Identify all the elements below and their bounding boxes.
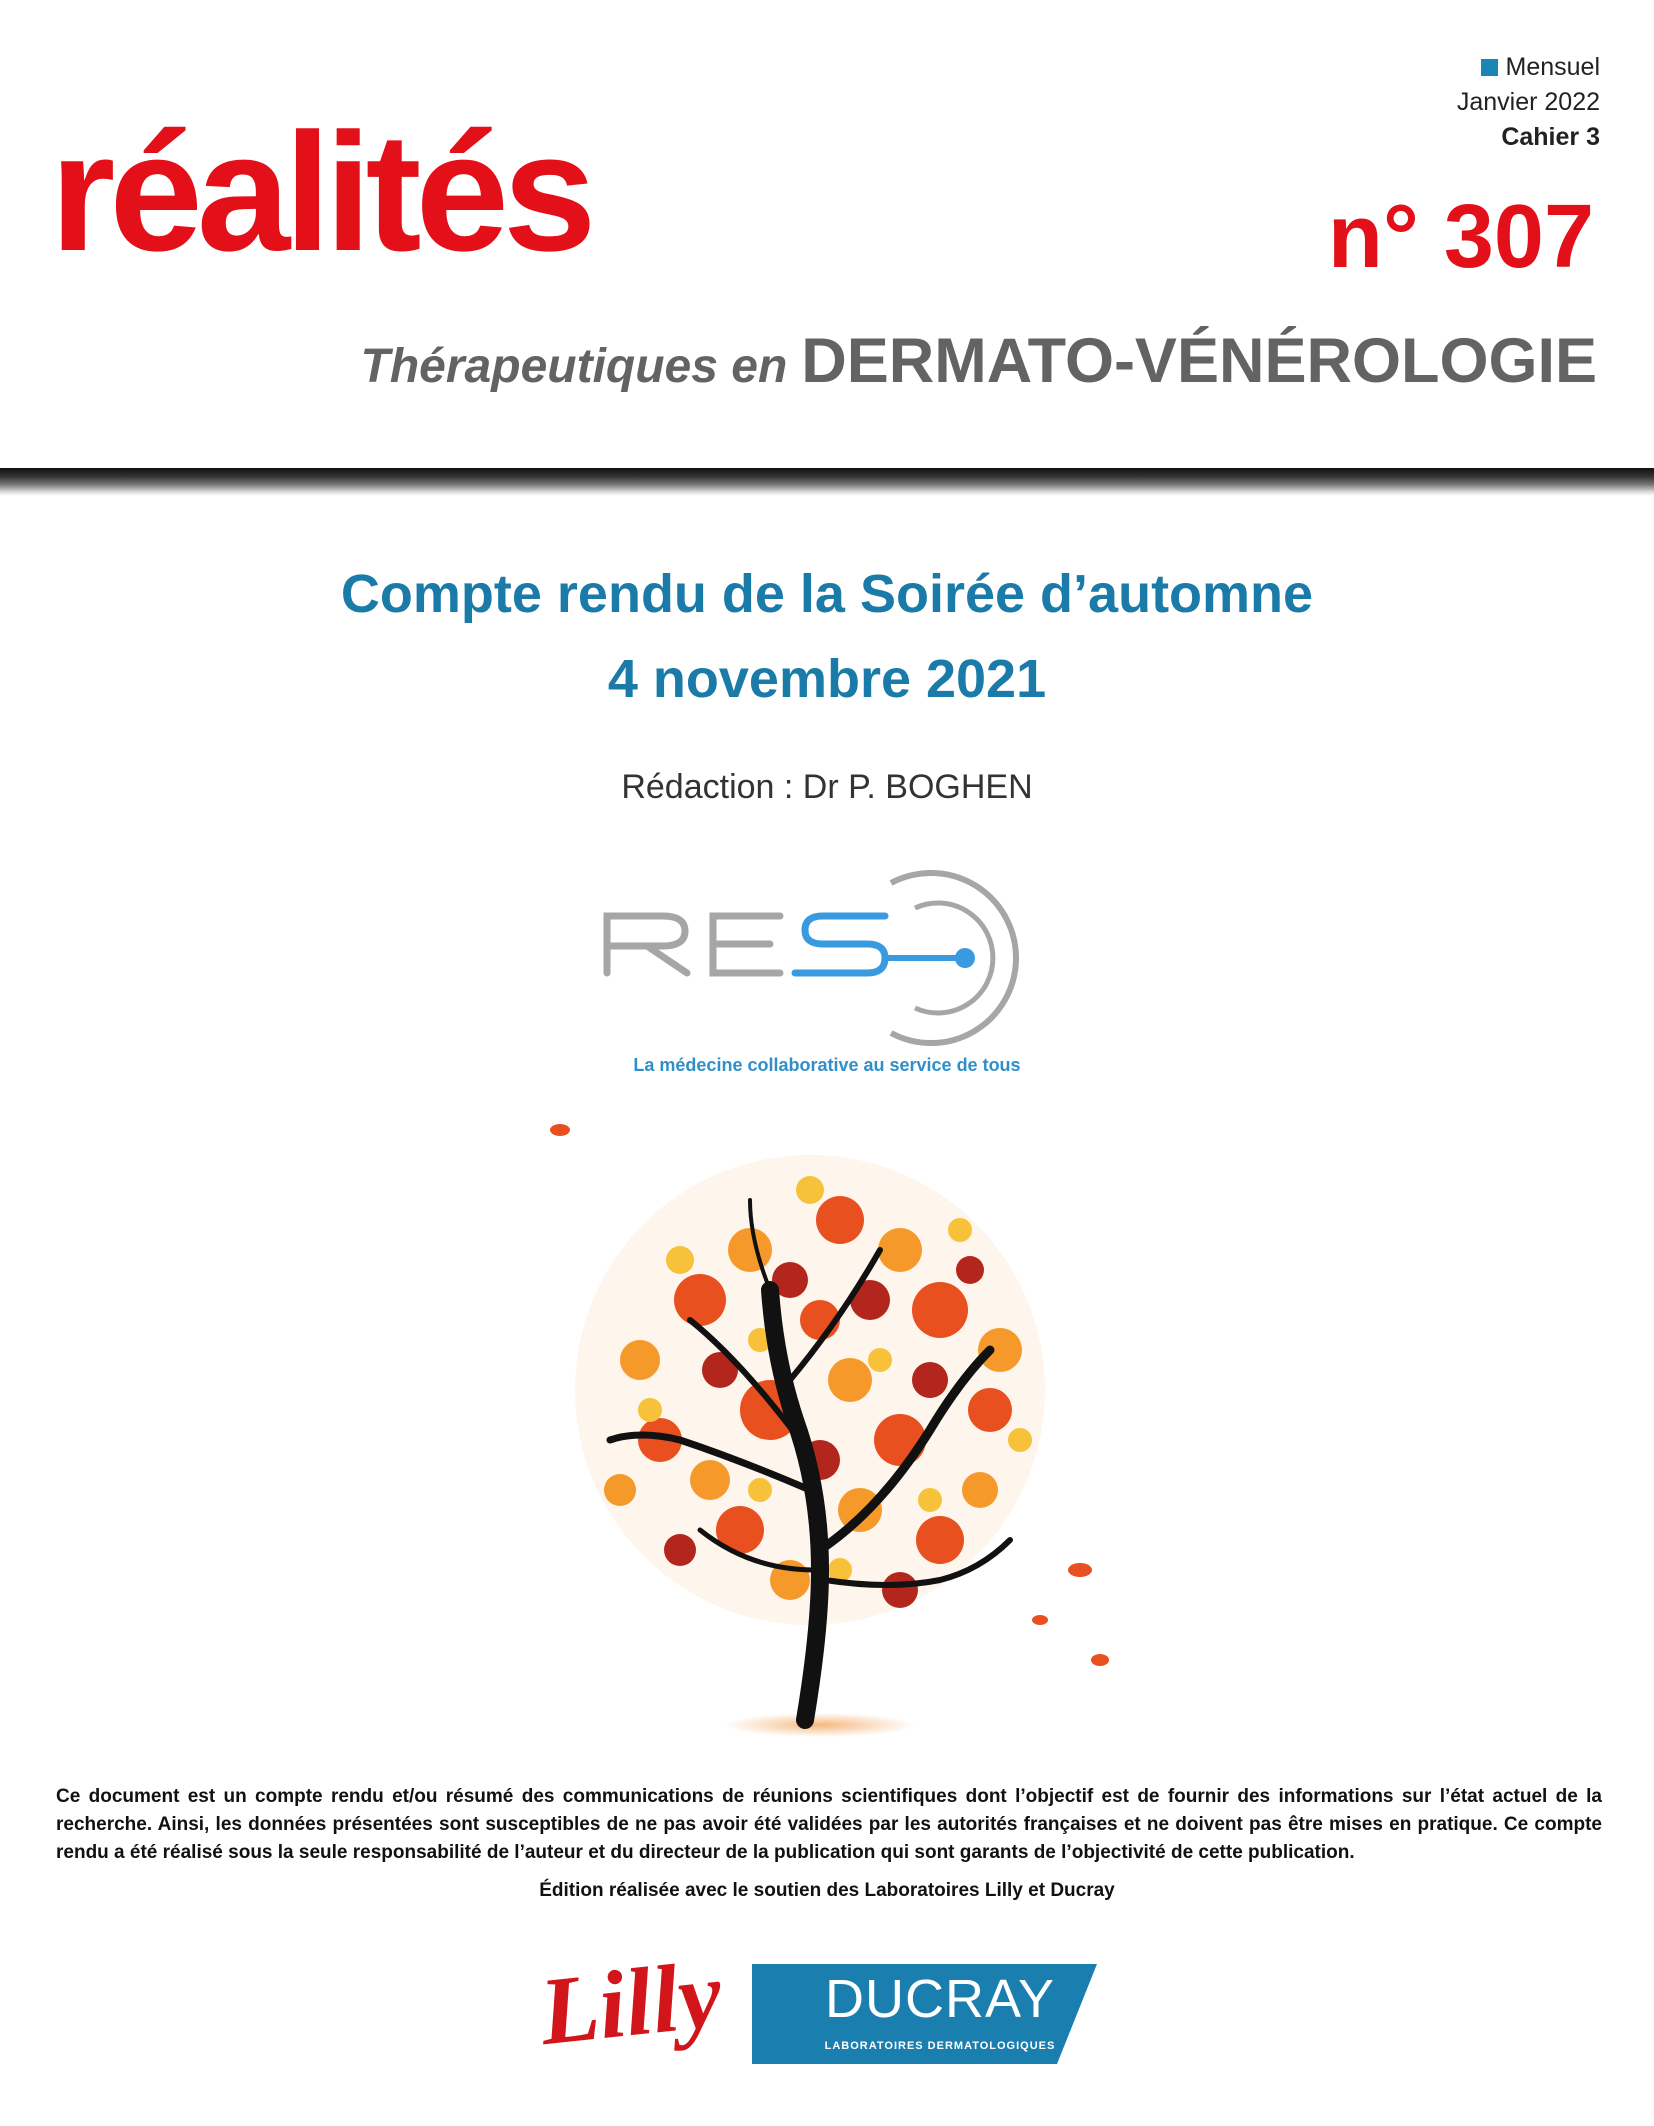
square-bullet-icon	[1481, 59, 1498, 76]
issue-meta	[1457, 50, 1600, 155]
ducray-name: DUCRAY	[824, 1969, 1055, 2029]
subtitle-italic: Thérapeutiques en	[360, 340, 788, 393]
article-title-line2: 4 novembre 2021	[607, 649, 1047, 709]
reso-tagline: La médecine collaborative au service de tous	[633, 1055, 1021, 1075]
disclaimer-text: Ce document est un compte rendu et/ou résumé des communications de réunions scientifiques dont l’objectif est de fournir des informations sur l’état actuel de la recherche. Ainsi, les données présentées sont susceptibles de ne pas avoir été validées par les autorités françaises et ne doivent pas être mises en pratique. Ce compte rendu a été réalisé sous la seule responsabilité de l’auteur et du directeur de la publication qui sont garants de l’objectivité de cette publication.	[56, 1786, 1602, 1863]
lilly-logo: Lilly	[534, 1939, 727, 2066]
cahier-label: Cahier 3	[1501, 123, 1600, 151]
autumn-tree-icon	[520, 1110, 1120, 1750]
reso-logo	[595, 868, 1055, 1048]
header-divider	[0, 468, 1654, 496]
issue-date: Janvier 2022	[1456, 88, 1600, 116]
article-author: Rédaction : Dr P. BOGHEN	[621, 768, 1033, 806]
ducray-subtitle: LABORATOIRES DERMATOLOGIQUES	[824, 2040, 1056, 2052]
frequency: Mensuel	[1505, 53, 1600, 81]
support-note: Édition réalisée avec le soutien des Laboratoires Lilly et Ducray	[539, 1880, 1115, 1901]
issue-number: n° 307	[1327, 187, 1594, 287]
subtitle-specialty: DERMATO-VÉNÉROLOGIE	[801, 326, 1597, 396]
article-title-line1: Compte rendu de la Soirée d’automne	[340, 564, 1314, 624]
brand-logo: réalités	[50, 98, 591, 286]
journal-subtitle	[360, 326, 1597, 396]
